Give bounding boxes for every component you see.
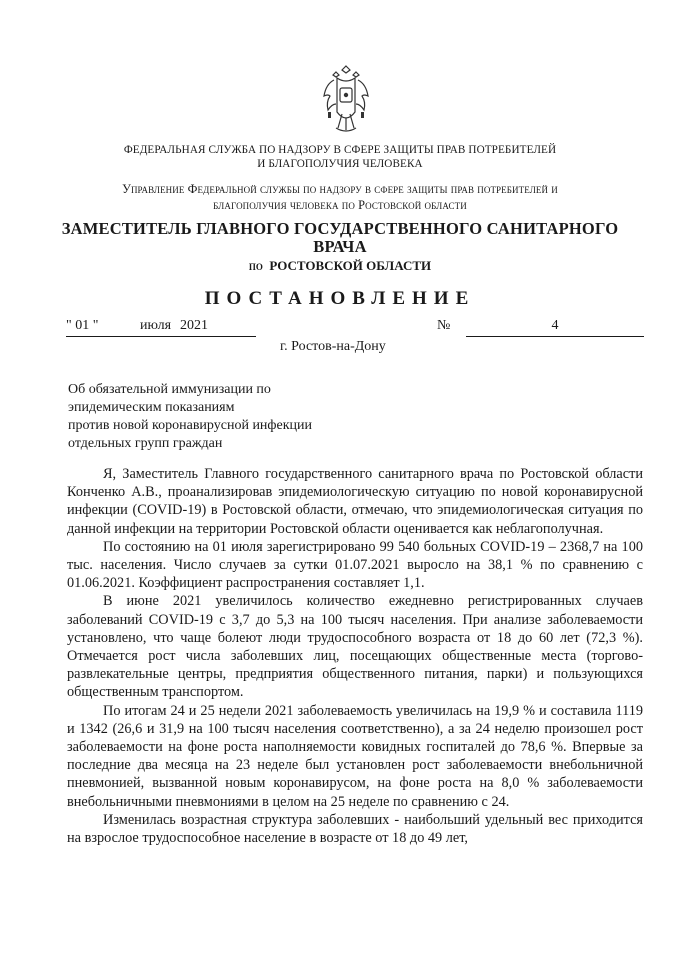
region-line <box>0 258 680 274</box>
paragraph-2: По состоянию на 01 июля зарегистрировано 99 540 больных COVID-19 – 2368,7 на 100 тыс. населения. Число случаев за сутки 01.07.2021 выросло на 38,1 % по сравнению с 01.06.2021. Коэффициент распространения составляет 1,1. <box>67 538 643 592</box>
agency-name-line2: И БЛАГОПОЛУЧИЯ ЧЕЛОВЕКА <box>257 158 423 170</box>
paragraph-1: Я, Заместитель Главного государственного санитарного врача по Ростовской области Конченко А.В., проанализировав эпидемиологическую ситуацию по новой коронавирусной инфекции (COVID-19) в Ростовской области, отмечаю, что эпидемиологическая ситуация по данной инфекции на территории Ростовской области оценивается как неблагополучная. <box>67 466 643 537</box>
date-field <box>66 318 256 337</box>
subject-block <box>68 381 368 453</box>
paragraph-3: В июне 2021 увеличилось количество ежедневно регистрированных случаев заболеваний COVID-19 с 3,7 до 5,3 на 100 тысяч населения. При анализе заболеваемости установлено, что чаще болеют люди трудоспособного возраста от 18 до 60 лет (72,3 %). Отмечается рост числа заболевших лиц, посещающих общественные места (торгово-развлекательные центры, предприятия общественного питания, парки) и пользующихся общественным транспортом. <box>67 593 643 701</box>
date-month: июля <box>140 318 172 333</box>
subject-line2: эпидемическим показаниям <box>68 400 235 415</box>
office-name-line2: благополучия человека по Ростовской области <box>213 198 467 212</box>
date-day: " 01 " <box>66 318 99 333</box>
agency-name-line1: ФЕДЕРАЛЬНАЯ СЛУЖБА ПО НАДЗОРУ В СФЕРЕ ЗАЩИТЫ ПРАВ ПОТРЕБИТЕЛЕЙ <box>123 144 557 156</box>
document-body <box>67 465 643 847</box>
date-year: 2021 <box>180 318 208 333</box>
number-label: № <box>437 318 451 333</box>
city: г. Ростов-на-Дону <box>280 339 386 354</box>
title-line2: ВРАЧА <box>313 237 367 256</box>
region-prefix: по <box>248 258 263 273</box>
russian-coat-of-arms-icon <box>322 62 370 138</box>
subject-line4: отдельных групп граждан <box>68 436 223 451</box>
title-line1: ЗАМЕСТИТЕЛЬ ГЛАВНОГО ГОСУДАРСТВЕННОГО САНИТАРНОГО <box>61 219 619 238</box>
document-number: 4 <box>466 318 644 337</box>
paragraph-4: По итогам 24 и 25 недели 2021 заболеваемость увеличилась на 19,9 % и составила 1119 и 1342 (26,6 и 31,9 на 100 тысяч населения соответственно), а за 24 неделю произошел рост заболеваемости на фоне роста наполняемости ковидных госпиталей до 78,6 %. Впервые за последние два месяца на 23 неделе был установлен рост заболеваемости внебольничной пневмонией, вызванной новым коронавирусом, на фоне роста на 8,0 % заболеваемости внебольничными пневмониями в целом на 25 неделе по сравнению с 24. <box>67 702 643 810</box>
document-type: ПОСТАНОВЛЕНИЕ <box>204 288 476 309</box>
subject-line3: против новой коронавирусной инфекции <box>68 418 312 433</box>
paragraph-5: Изменилась возрастная структура заболевших - наибольший удельный вес приходится на взрослое трудоспособное население в возрасте от 18 до 49 лет, <box>67 811 643 847</box>
region-name: РОСТОВСКОЙ ОБЛАСТИ <box>269 258 432 273</box>
office-name-line1: Управление Федеральной службы по надзору в сфере защиты прав потребителей и <box>122 182 558 196</box>
subject-line1: Об обязательной иммунизации по <box>68 382 271 397</box>
